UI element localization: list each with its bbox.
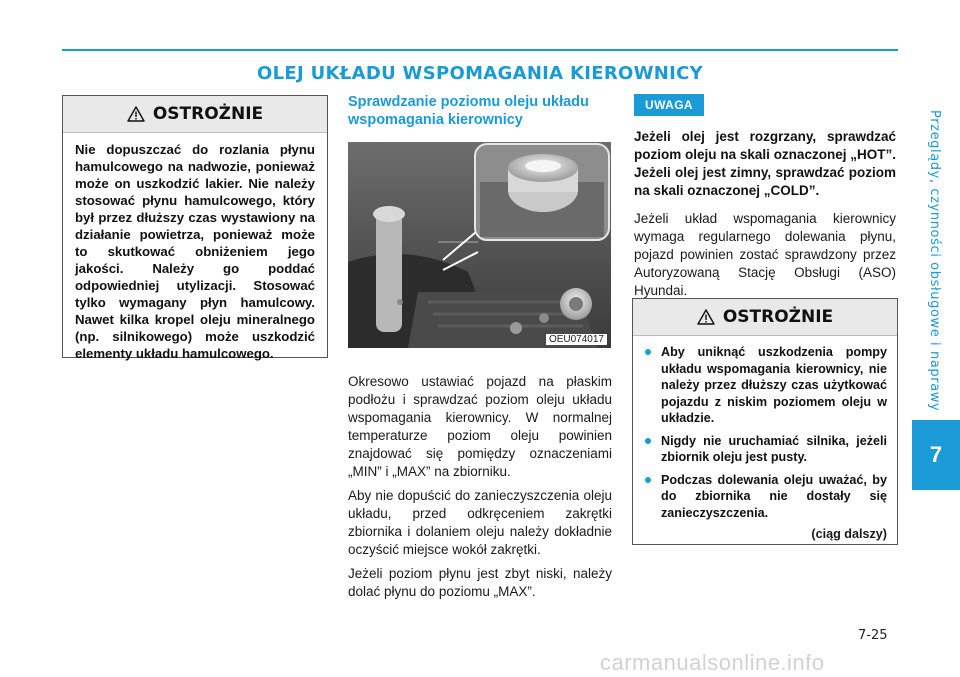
paragraph: Jeżeli poziom płynu jest zbyt niski, należy dolać płynu do poziomu „MAX”. [348, 566, 612, 599]
bullet-icon [645, 438, 651, 444]
engine-photo [348, 142, 611, 348]
caution-title: OSTROŻNIE [152, 104, 264, 124]
chapter-number: 7 [929, 442, 943, 467]
bullet-icon [645, 349, 651, 355]
caution-list [633, 336, 897, 521]
continued-label: (ciąg dalszy) [811, 527, 887, 541]
caution-box-right [632, 298, 898, 545]
watermark[interactable]: carmanualsonline.info [600, 650, 825, 675]
list-item-text: Aby uniknąć uszkodzenia pompy układu wspomagania kierownicy, nie należy przez dłuższy czas użytkować pojazdu z niskim poziomem oleju w układzie. [661, 345, 887, 425]
caution-title: OSTROŻNIE [722, 307, 834, 327]
middle-body [348, 373, 612, 607]
note-text: Jeżeli układ wspomagania kierownicy wymaga regularnego dolewania płynu, pojazd powinien zostać sprawdzony przez Autoryzowaną Stację Obsługi (ASO) Hyundai. [634, 211, 896, 298]
paragraph: Aby nie dopuścić do zanieczyszczenia oleju układu, przed odkręceniem zakrętki zbiornika i dolaniem oleju należy dokładnie oczyścić miejsce wokół zakrętki. [348, 488, 612, 557]
bullet-icon [645, 477, 651, 483]
paragraph: Okresowo ustawiać pojazd na płaskim podłożu i sprawdzać poziom oleju układu wspomagania kierownicy. W normalnej temperaturze poziom oleju powinien znajdować się pomiędzy oznaczeniami „MIN” i „MAX” na zbiorniku. [348, 374, 612, 479]
caution-box-left [62, 95, 328, 361]
list-item [645, 344, 887, 427]
section-title: OLEJ UKŁADU WSPOMAGANIA KIEROWNICY [257, 63, 703, 84]
warning-icon [127, 106, 145, 122]
figure-caption: OEU074017 [546, 334, 607, 345]
caution-header [633, 299, 897, 336]
note-badge: UWAGA [634, 94, 704, 116]
list-item-text: Podczas dolewania oleju uważać, by do zbiornika nie dostały się zanieczyszczenia. [661, 472, 887, 520]
caution-header [63, 96, 327, 133]
chapter-tab [912, 420, 960, 490]
caution-text: Nie dopuszczać do rozlania płynu hamulcowego na nadwozie, ponieważ może on uszkodzić lakier. Nie należy stosować płynu hamulcowego, który był przez dłuższy czas wystawiony na działanie powietrza, ponieważ może to skutkować obniżeniem jego jakości. Należy go poddać odpowiedniej utylizacji. Stosować tylko wymagany płyn hamulcowy. Nawet kilka kropel oleju mineralnego (np. silnikowego) może uszkodzić elementy układu hamulcowego. [75, 142, 315, 361]
note-bold-text: Jeżeli olej jest rozgrzany, sprawdzać poziom oleju na skali oznaczonej „HOT”. Jeżeli olej jest zimny, sprawdzać poziom na skali oznaczonej „COLD”. [634, 129, 896, 198]
page-number: 7-25 [858, 628, 888, 643]
list-item-text: Nigdy nie uruchamiać silnika, jeżeli zbiornik oleju jest pusty. [661, 433, 887, 464]
top-rule [62, 49, 898, 51]
subheading: Sprawdzanie poziomu oleju układu wspomagania kierownicy [348, 94, 589, 128]
list-item [645, 433, 887, 466]
list-item [645, 472, 887, 522]
warning-icon [697, 309, 715, 325]
chapter-side-label: Przeglądy, czynności obsługowe i naprawy [927, 110, 942, 412]
